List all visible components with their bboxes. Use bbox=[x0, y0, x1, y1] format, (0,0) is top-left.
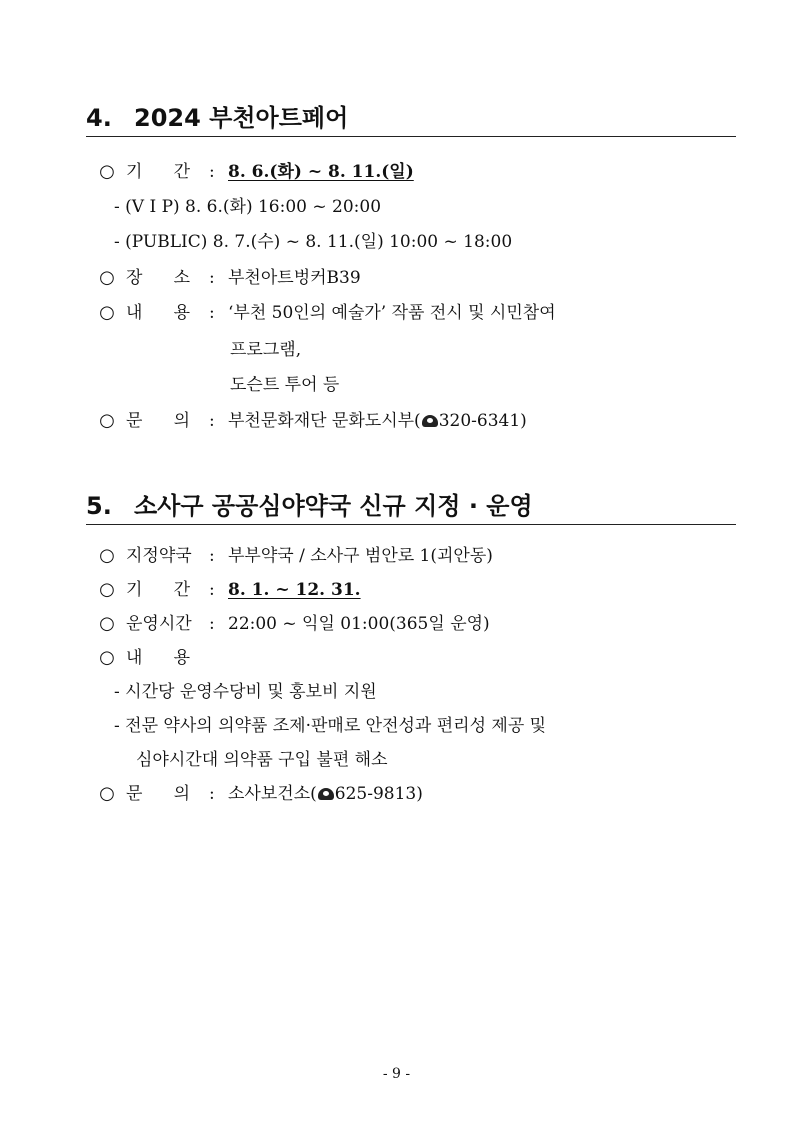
colon: : bbox=[209, 614, 215, 634]
content-continuation: 도슨트 투어 등 bbox=[230, 375, 340, 395]
page-number: - 9 - bbox=[382, 1066, 411, 1082]
circle-bullet-icon: ○ bbox=[99, 647, 115, 668]
hours-row bbox=[96, 612, 696, 636]
contact-number: 625-9813) bbox=[334, 784, 423, 804]
circle-bullet-icon: ○ bbox=[99, 545, 115, 566]
circle-bullet-icon: ○ bbox=[99, 579, 115, 600]
contact-value bbox=[228, 782, 423, 806]
designated-value: 부부약국 / 소사구 범안로 1(괴안동) bbox=[228, 546, 493, 566]
section-4-heading bbox=[86, 100, 736, 137]
place-row bbox=[96, 266, 696, 290]
period-value: 8. 1. ~ 12. 31. bbox=[228, 580, 361, 600]
section-number: 4. bbox=[86, 104, 112, 132]
circle-bullet-icon: ○ bbox=[99, 302, 115, 323]
circle-bullet-icon: ○ bbox=[99, 161, 115, 182]
colon: : bbox=[209, 411, 215, 431]
colon: : bbox=[209, 303, 215, 323]
public-schedule: - (PUBLIC) 8. 7.(수) ~ 8. 11.(일) 10:00 ~ 18:00 bbox=[114, 232, 513, 252]
colon: : bbox=[209, 546, 215, 566]
section-number: 5. bbox=[86, 492, 112, 520]
safety-continuation: 심야시간대 의약품 구입 불편 해소 bbox=[136, 750, 388, 770]
contact-value bbox=[228, 409, 527, 433]
period-value: 8. 6.(화) ~ 8. 11.(일) bbox=[228, 162, 414, 182]
contact-label: 문 의 bbox=[126, 411, 190, 431]
contact-text: 부천문화재단 문화도시부( bbox=[228, 411, 421, 431]
colon: : bbox=[209, 580, 215, 600]
contact-text: 소사보건소( bbox=[228, 784, 317, 804]
colon: : bbox=[209, 784, 215, 804]
support-item: - 시간당 운영수당비 및 홍보비 지원 bbox=[114, 682, 377, 702]
circle-bullet-icon: ○ bbox=[99, 613, 115, 634]
phone-icon bbox=[318, 788, 334, 800]
place-label: 장 소 bbox=[126, 268, 190, 288]
colon: : bbox=[209, 162, 215, 182]
period-row bbox=[96, 160, 696, 184]
period-label: 기 간 bbox=[126, 162, 190, 182]
designated-label: 지정약국 bbox=[126, 546, 192, 566]
circle-bullet-icon: ○ bbox=[99, 410, 115, 431]
contact-label: 문 의 bbox=[126, 784, 190, 804]
designated-row bbox=[96, 544, 696, 568]
section-5-heading bbox=[86, 488, 736, 525]
section-title: 소사구 공공심야약국 신규 지정 · 운영 bbox=[134, 492, 533, 520]
hours-value: 22:00 ~ 익일 01:00(365일 운영) bbox=[228, 614, 490, 634]
content-row bbox=[96, 646, 696, 670]
content-value: ‘부천 50인의 예술가’ 작품 전시 및 시민참여 bbox=[228, 303, 556, 323]
vip-schedule: - (V I P) 8. 6.(화) 16:00 ~ 20:00 bbox=[114, 197, 382, 217]
content-label: 내 용 bbox=[126, 648, 190, 668]
contact-number: 320-6341) bbox=[438, 411, 527, 431]
period-label: 기 간 bbox=[126, 580, 190, 600]
hours-label: 운영시간 bbox=[126, 614, 192, 634]
contact-row bbox=[96, 409, 696, 433]
safety-item: - 전문 약사의 의약품 조제·판매로 안전성과 편리성 제공 및 bbox=[114, 716, 547, 736]
content-label: 내 용 bbox=[126, 303, 190, 323]
content-row bbox=[96, 301, 736, 325]
contact-row bbox=[96, 782, 696, 806]
section-title: 2024 부천아트페어 bbox=[134, 104, 349, 132]
circle-bullet-icon: ○ bbox=[99, 783, 115, 804]
colon: : bbox=[209, 268, 215, 288]
place-value: 부천아트벙커B39 bbox=[228, 268, 361, 288]
phone-icon bbox=[422, 415, 438, 427]
content-continuation: 프로그램, bbox=[230, 340, 302, 360]
period-row bbox=[96, 578, 696, 602]
circle-bullet-icon: ○ bbox=[99, 267, 115, 288]
